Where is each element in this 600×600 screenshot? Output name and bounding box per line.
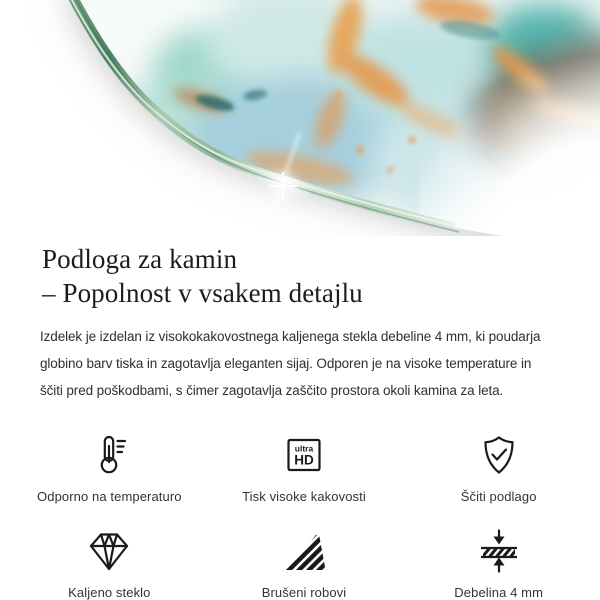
product-title (42, 242, 560, 310)
feature-grid (0, 432, 600, 600)
ultra-hd-text-bottom: HD (294, 452, 314, 468)
feature-label: Ščiti podlago (460, 489, 537, 504)
glass-panel-illustration (0, 0, 600, 236)
feature-brushed-edges (207, 528, 402, 600)
feature-label: Debelina 4 mm (454, 585, 544, 600)
feature-protects-surface (401, 432, 596, 504)
feature-thickness (401, 528, 596, 600)
shield-check-icon (476, 432, 522, 478)
thickness-icon (476, 528, 522, 574)
product-title-line2: – Popolnost v vsakem detajlu (42, 278, 363, 308)
product-description: Izdelek je izdelan iz visokokakovostnega kaljenega stekla debeline 4 mm, ki poudarja globino barv tiska in zagotavlja eleganten sijaj. Odporen je na visoke temperature in ščiti pred poškodbami, s čimer zagotavlja zaščito prostora okoli kamina za leta. (40, 329, 541, 398)
ultra-hd-text-top: ultra (294, 443, 314, 454)
feature-label: Kaljeno steklo (68, 585, 151, 600)
feature-label: Brušeni robovi (261, 585, 347, 600)
feature-temperature (12, 432, 207, 504)
thermometer-icon (86, 432, 132, 478)
ultra-hd-icon (281, 432, 327, 478)
feature-label: Tisk visoke kakovosti (242, 489, 366, 504)
feature-label: Odporno na temperaturo (37, 489, 182, 504)
feature-print-quality (207, 432, 402, 504)
brushed-edges-icon (281, 528, 327, 574)
feature-tempered-glass (12, 528, 207, 600)
diamond-icon (86, 528, 132, 574)
product-title-line1: Podloga za kamin (42, 244, 238, 274)
product-image (0, 0, 600, 236)
